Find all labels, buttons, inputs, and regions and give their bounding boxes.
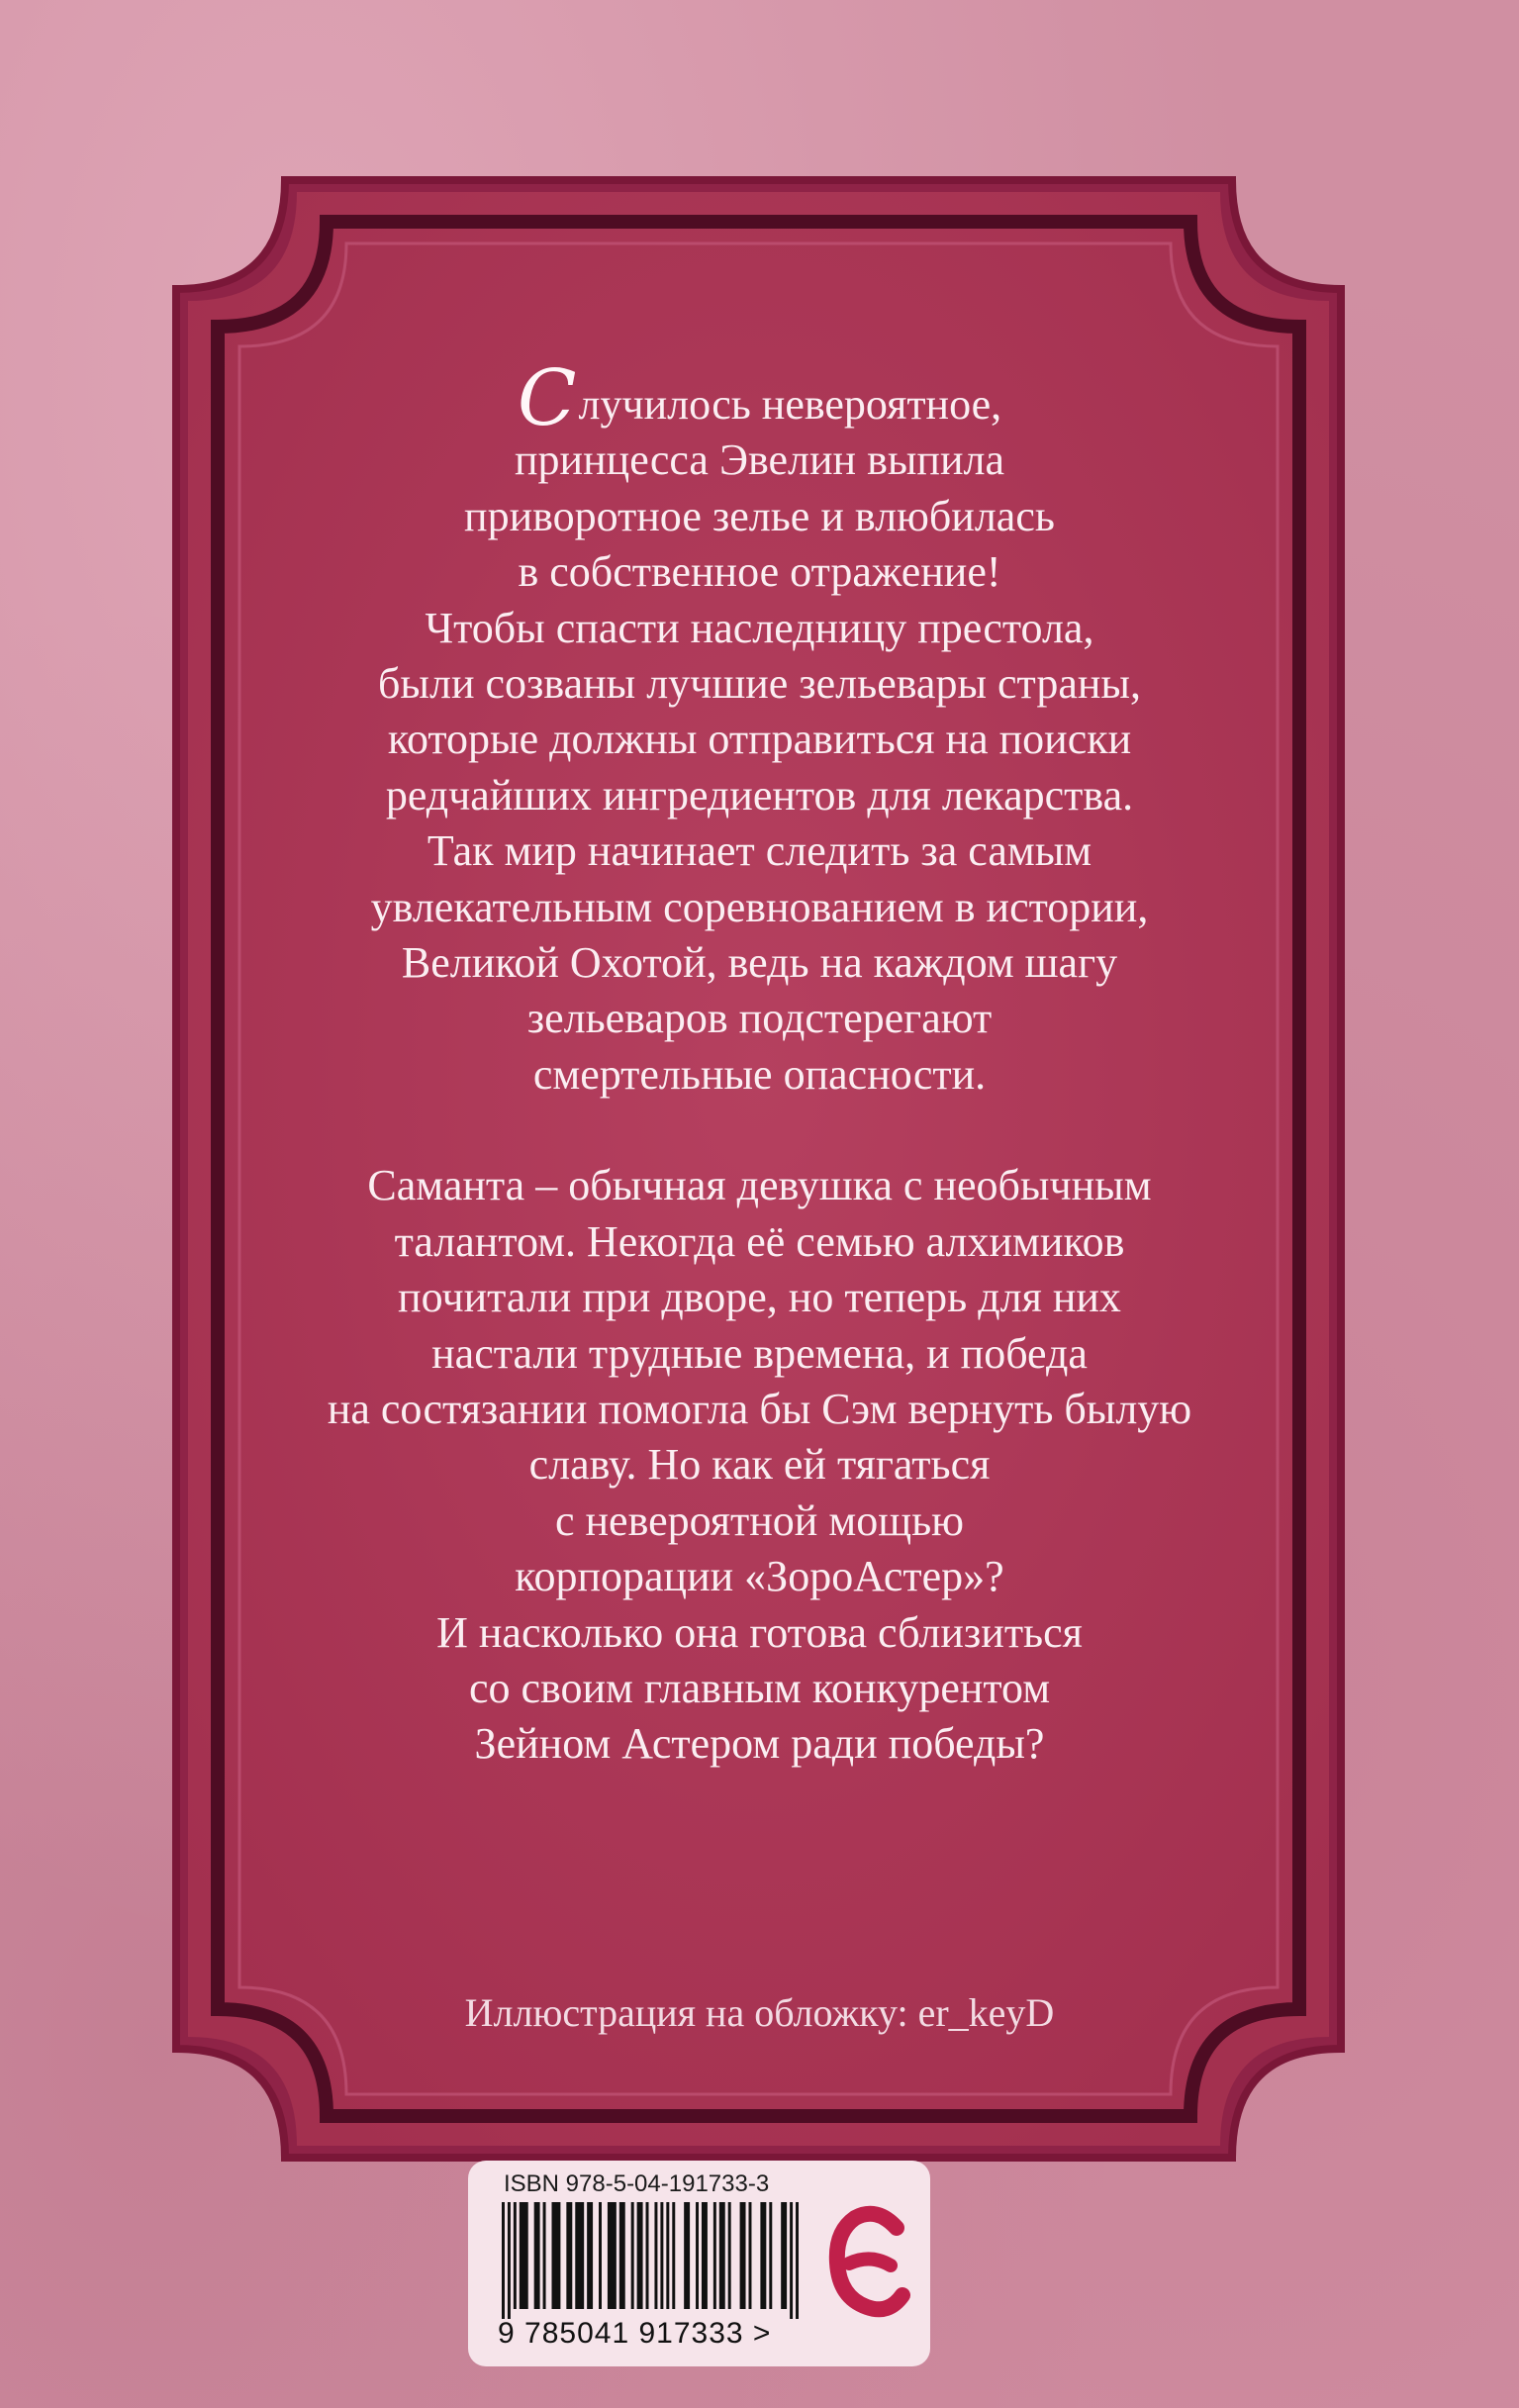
barcode-bar xyxy=(713,2202,716,2309)
description-line: Великой Охотой, ведь на каждом шагу xyxy=(401,938,1118,988)
description-line: увлекательным соревнованием в истории, xyxy=(370,882,1149,931)
barcode-bar xyxy=(508,2202,511,2319)
paragraph-2 xyxy=(228,1158,1291,1772)
description-line: почитали при дворе, но теперь для них xyxy=(398,1273,1121,1322)
dropcap-letter: С xyxy=(517,354,577,443)
barcode-bar xyxy=(514,2202,517,2309)
description-line: корпорации «ЗороАстер»? xyxy=(515,1552,1004,1601)
barcode-bar xyxy=(646,2202,649,2309)
barcode-bar xyxy=(619,2202,625,2309)
description-line: приворотное зелье и влюбилась xyxy=(464,491,1055,540)
description-line: зельеваров подстерегают xyxy=(526,994,993,1043)
barcode-bar xyxy=(719,2202,725,2309)
description-line: Зейном Астером ради победы? xyxy=(474,1719,1045,1769)
description-line: смертельные опасности. xyxy=(532,1049,987,1099)
barcode-bar xyxy=(666,2202,669,2309)
isbn-barcode-box xyxy=(468,2161,930,2366)
description-line: Чтобы спасти наследницу престола, xyxy=(425,603,1094,652)
description-line: со своим главным конкурентом xyxy=(468,1663,1051,1712)
description-line-text: лучилось невероятное, xyxy=(578,380,1002,429)
barcode-bar xyxy=(543,2202,546,2309)
barcode-digits: 9 785041 917333 > xyxy=(498,2317,772,2350)
barcode-bar xyxy=(599,2202,602,2309)
barcode-bar xyxy=(672,2202,675,2309)
description-line: талантом. Некогда её семью алхимиков xyxy=(394,1216,1125,1266)
description-line: на состязании помогла бы Сэм вернуть былую xyxy=(327,1384,1192,1433)
description-line: Саманта – обычная девушка с необычным xyxy=(367,1161,1152,1210)
barcode-bar xyxy=(587,2202,593,2309)
description-line: славу. Но как ей тягаться xyxy=(528,1440,991,1490)
barcode-bar xyxy=(728,2202,731,2309)
description-line: были созваны лучшие зельевары страны, xyxy=(378,659,1141,709)
barcode-bar xyxy=(749,2202,752,2309)
barcode-bar xyxy=(637,2202,643,2309)
barcode-bar xyxy=(575,2202,584,2309)
barcode xyxy=(498,2202,814,2319)
description-line xyxy=(228,354,1291,443)
barcode-bar xyxy=(696,2202,699,2309)
isbn-number: ISBN 978-5-04-191733-3 xyxy=(504,2170,770,2197)
description-line: которые должны отправиться на поиски xyxy=(387,715,1132,764)
description-line: в собственное отражение! xyxy=(518,547,1001,597)
barcode-bar xyxy=(796,2202,799,2319)
paragraph-1 xyxy=(228,354,1291,1103)
description-line: Так мир начинает следить за самым xyxy=(427,826,1092,876)
illustration-credit: Иллюстрация на обложку: er_keyD xyxy=(464,1990,1055,2035)
barcode-bar xyxy=(566,2202,572,2309)
description-line: настали трудные времена, и победа xyxy=(431,1328,1088,1378)
barcode-bar xyxy=(502,2202,505,2319)
barcode-bar xyxy=(552,2202,561,2309)
description-line: И насколько она готова сблизиться xyxy=(436,1607,1083,1657)
description-line: с невероятной мощью xyxy=(554,1495,965,1545)
description-text xyxy=(228,354,1291,1773)
barcode-bar xyxy=(534,2202,540,2309)
eksmo-logo-icon xyxy=(827,2188,912,2337)
barcode-bar xyxy=(781,2202,787,2309)
barcode-bar xyxy=(631,2202,634,2309)
barcode-bar xyxy=(684,2202,690,2309)
barcode-bar xyxy=(769,2202,772,2309)
description-line: принцесса Эвелин выпила xyxy=(515,435,1004,485)
barcode-bar xyxy=(702,2202,708,2309)
barcode-bar xyxy=(760,2202,766,2309)
description-line: редчайших ингредиентов для лекарства. xyxy=(385,770,1134,819)
barcode-bar xyxy=(790,2202,793,2319)
barcode-bar xyxy=(740,2202,746,2309)
barcode-bar xyxy=(520,2202,528,2309)
barcode-bar xyxy=(654,2202,657,2309)
barcode-bar xyxy=(608,2202,617,2309)
barcode-bar xyxy=(660,2202,663,2309)
